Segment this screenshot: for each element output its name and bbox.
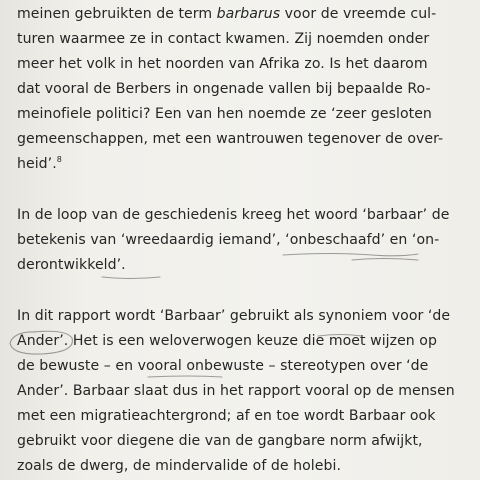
text-line: meinofiele politici? Een van hen noemde ze ‘zeer gesloten [17, 106, 432, 122]
text-run: meinen gebruikten de term [17, 6, 217, 22]
text-line: Ander’. Barbaar slaat dus in het rapport vooral op de mensen [17, 383, 455, 399]
italic-term: barbarus [216, 6, 281, 22]
text-line: betekenis van ‘wreedaardig iemand’, ‘onbeschaafd’ en ‘on- [17, 232, 440, 248]
text-line: In dit rapport wordt ‘Barbaar’ gebruikt als synoniem voor ‘de [17, 308, 451, 324]
text-line: gemeenschappen, met een wantrouwen tegenover de over- [17, 131, 444, 147]
footnote-marker: 8 [56, 155, 62, 164]
text-line [17, 152, 62, 176]
pencil-underline [102, 277, 160, 279]
text-line: zoals de dwerg, de mindervalide of de holebi. [17, 458, 341, 474]
text-line: Ander’. Het is een weloverwogen keuze die moet wijzen op [17, 333, 437, 349]
text-line: gebruikt voor diegene die van de gangbare norm afwijkt, [17, 433, 423, 449]
text-line: meer het volk in het noorden van Afrika zo. Is het daarom [17, 56, 428, 72]
text-line: met een migratieachtergrond; af en toe wordt Barbaar ook [17, 408, 436, 424]
text-run: voor de vreemde cul- [280, 6, 437, 22]
text-line [17, 2, 469, 26]
text-line: In de loop van de geschiedenis kreeg het woord ‘barbaar’ de [17, 207, 450, 223]
text-line: derontwikkeld’. [17, 257, 126, 273]
text-line: de bewuste – en vooral onbewuste – stereotypen over ‘de [17, 358, 429, 374]
text-line: dat vooral de Berbers in ongenade vallen bij bepaalde Ro- [17, 81, 431, 97]
text-line: turen waarmee ze in contact kwamen. Zij noemden onder [17, 31, 430, 47]
text-run: heid’. [17, 156, 57, 172]
